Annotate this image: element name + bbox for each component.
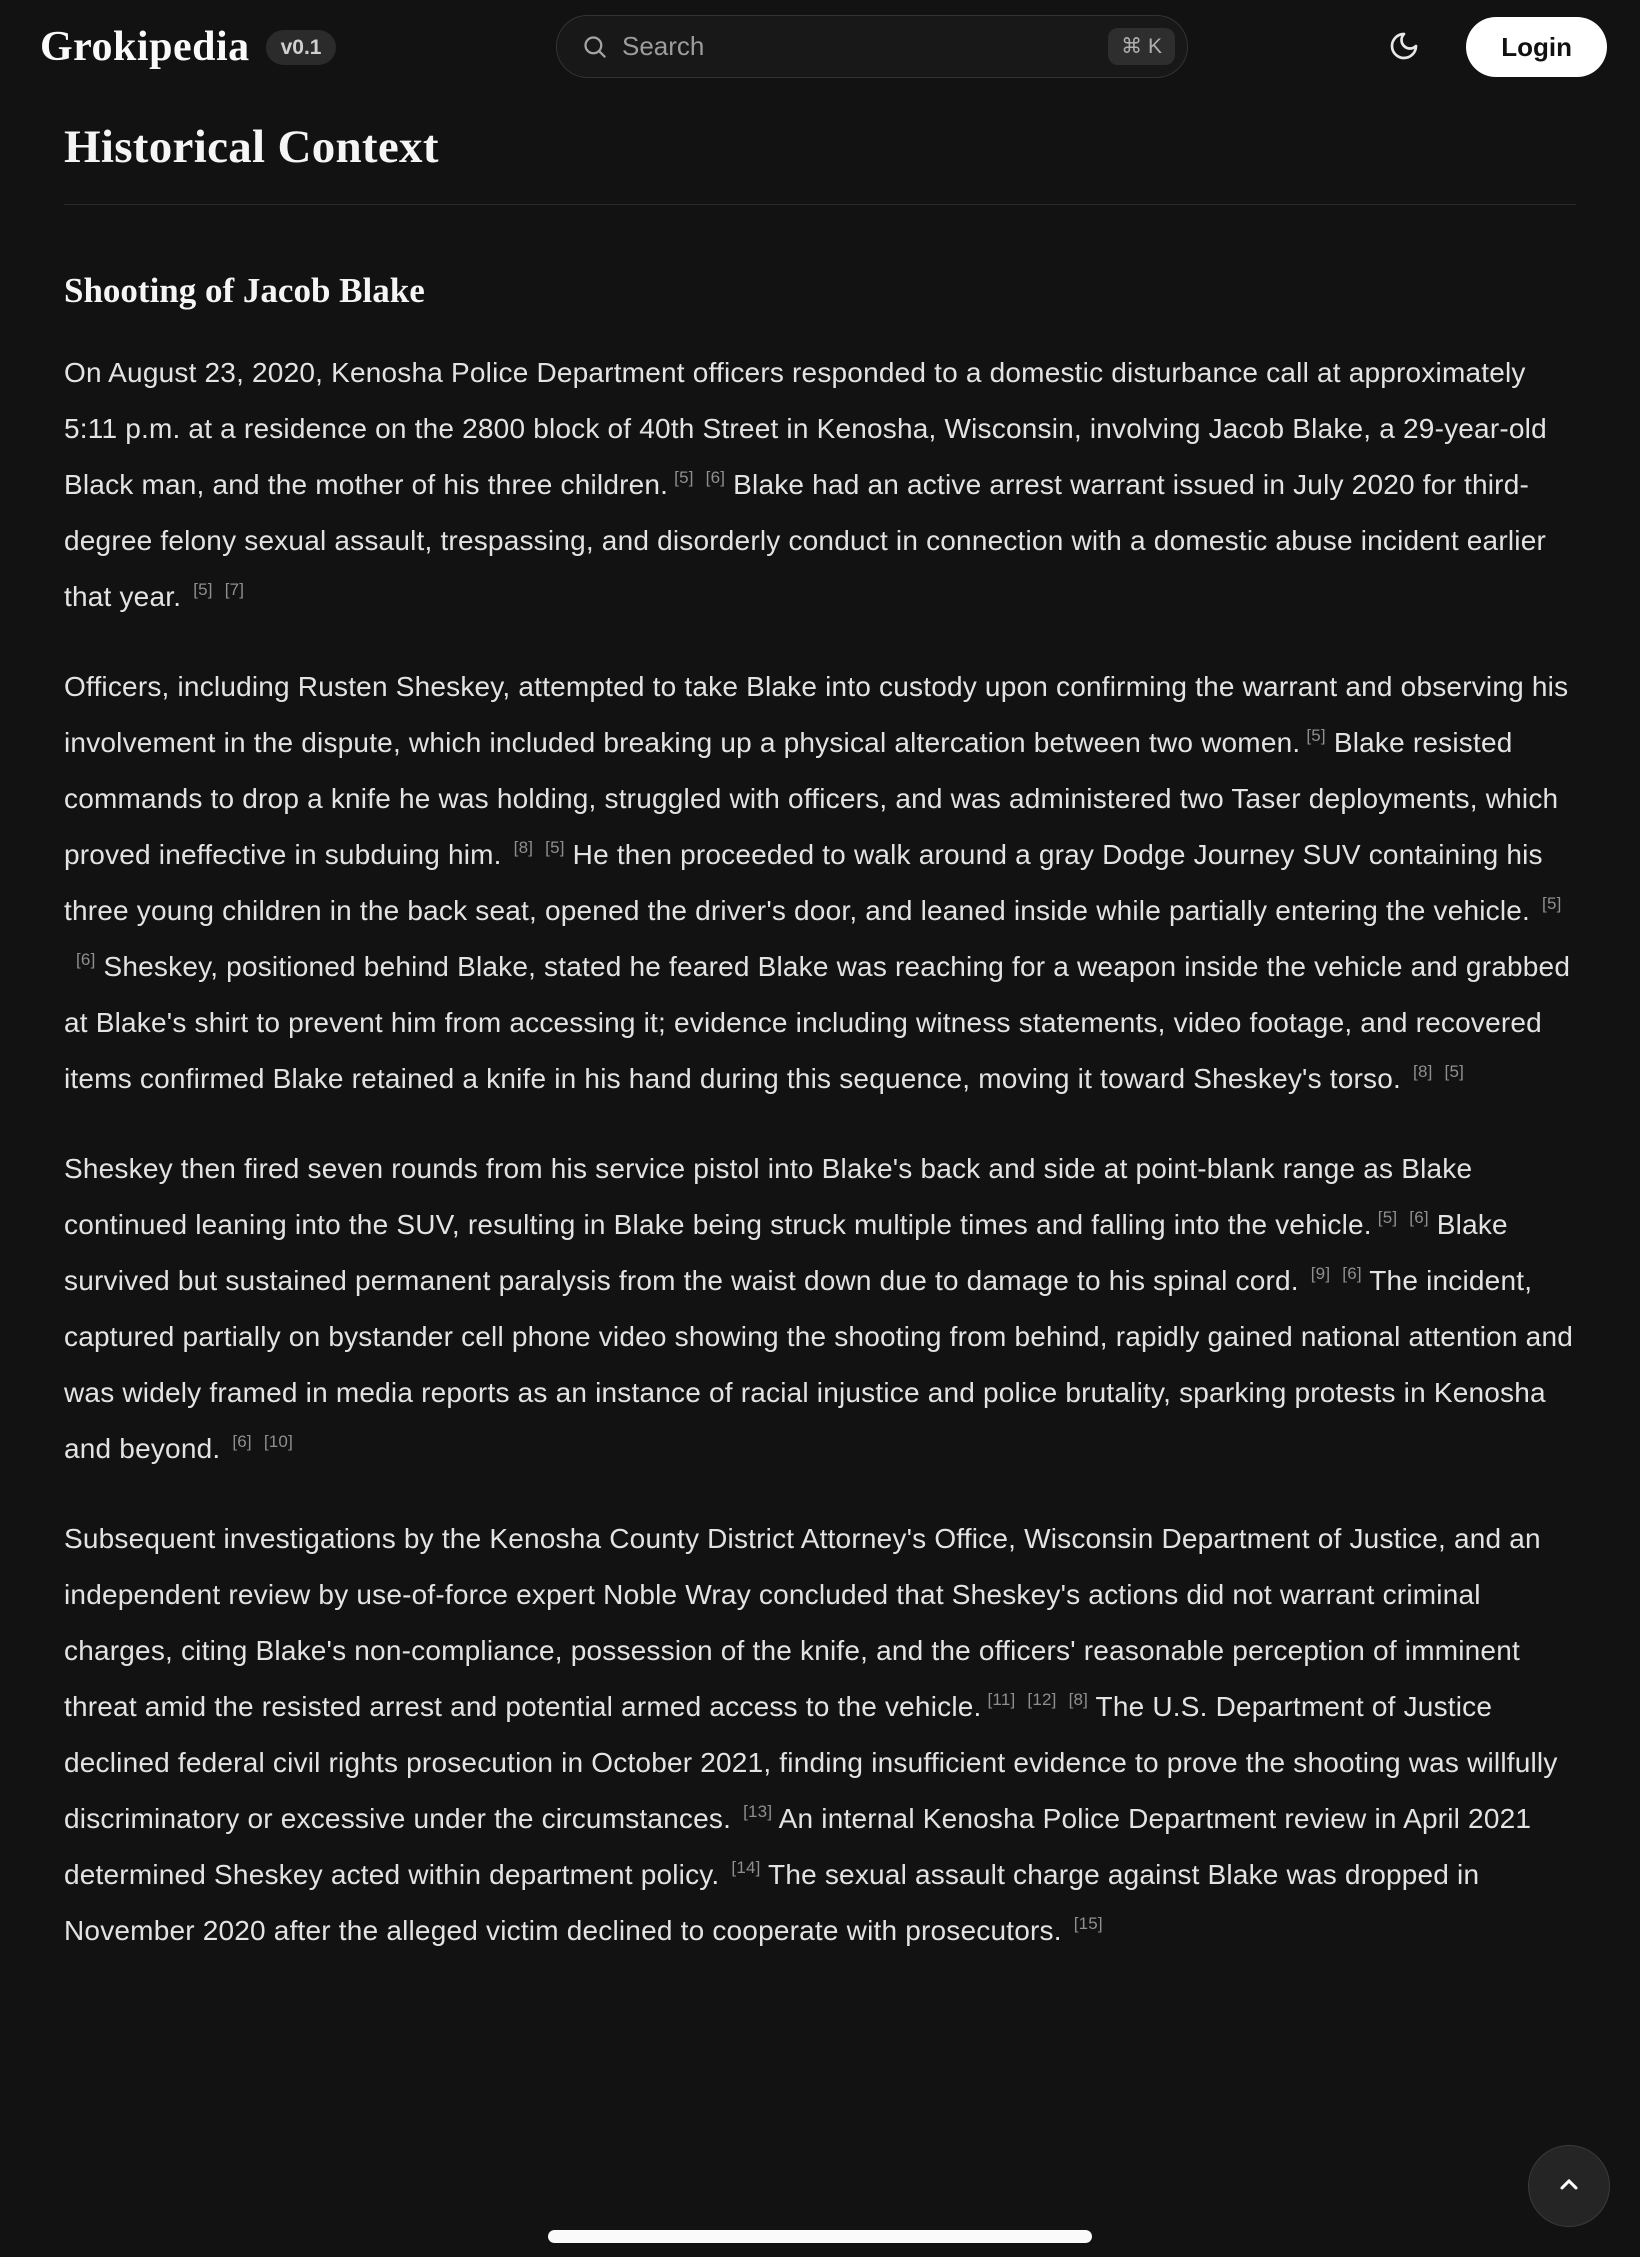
scroll-to-top-button[interactable] [1528, 2145, 1610, 2227]
keyboard-shortcut-badge: ⌘ K [1108, 28, 1175, 65]
paragraph: Subsequent investigations by the Kenosha County District Attorney's Office, Wisconsin Department of Justice, and an independent review by use-of-force expert Noble Wray concluded that Sheskey's actions did not warrant criminal charges, citing Blake's non-compliance, possession of the knife, and the officers' reasonable perception of imminent threat amid the resisted arrest and potential armed access to the vehicle. [11] [12] [8] The U.S. Department of Justice declined federal civil rights prosecution in October 2021, finding insufficient evidence to prove the shooting was willfully discriminatory or excessive under the circumstances. [13] An internal Kenosha Police Department review in April 2021 determined Sheskey acted within department policy. [14] The sexual assault charge against Blake was dropped in November 2020 after the alleged victim declined to cooperate with prosecutors. [15] [64, 1523, 1558, 1946]
title-divider [64, 204, 1576, 205]
paragraphs-container [64, 345, 1576, 1959]
search-input[interactable] [622, 31, 1108, 62]
citation-ref[interactable]: [5] [193, 580, 213, 599]
section-heading: Shooting of Jacob Blake [64, 271, 425, 310]
top-navigation-bar [0, 0, 1640, 94]
citation-ref[interactable]: [8] [513, 838, 534, 857]
citation-ref[interactable]: [6] [232, 1432, 252, 1451]
citation-ref[interactable]: [6] [76, 950, 96, 969]
citation-ref[interactable]: [5] [1542, 894, 1562, 913]
citation-ref[interactable]: [5] [674, 468, 694, 487]
page-title: Historical Context [64, 121, 439, 173]
theme-toggle-button[interactable] [1382, 24, 1426, 71]
citation-ref[interactable]: [7] [224, 580, 245, 599]
citation-ref[interactable]: [6] [1342, 1264, 1362, 1283]
citation-ref[interactable]: [9] [1310, 1264, 1331, 1283]
citation-ref[interactable]: [5] [545, 838, 565, 857]
citation-ref[interactable]: [11] [987, 1690, 1016, 1709]
citation-ref[interactable]: [8] [1413, 1062, 1433, 1081]
citation-ref[interactable]: [8] [1068, 1690, 1089, 1709]
citation-ref[interactable]: [5] [1377, 1208, 1398, 1227]
search-bar[interactable] [556, 15, 1188, 78]
citation-ref[interactable]: [5] [1444, 1062, 1465, 1081]
login-button[interactable]: Login [1466, 17, 1607, 77]
citation-ref[interactable]: [6] [1409, 1208, 1429, 1227]
paragraph: Sheskey then fired seven rounds from his service pistol into Blake's back and side at point-blank range as Blake continued leaning into the SUV, resulting in Blake being struck multiple times and falling into the vehicle. [5] [6] Blake survived but sustained permanent paralysis from the waist down due to damage to his spinal cord. [9] [6] The incident, captured partially on bystander cell phone video showing the shooting from behind, rapidly gained national attention and was widely framed in media reports as an instance of racial injustice and police brutality, sparking protests in Kenosha and beyond. [6] [10] [64, 1153, 1573, 1464]
header-actions [1382, 17, 1607, 77]
search-icon [581, 33, 608, 60]
citation-ref[interactable]: [14] [731, 1858, 761, 1877]
grokipedia-logo[interactable]: Grokipedia [40, 24, 250, 70]
citation-ref[interactable]: [5] [1306, 726, 1326, 745]
citation-ref[interactable]: [13] [743, 1802, 773, 1821]
version-badge: v0.1 [266, 30, 337, 65]
article-content [0, 120, 1640, 1959]
citation-ref[interactable]: [12] [1027, 1690, 1057, 1709]
citation-ref[interactable]: [15] [1073, 1914, 1103, 1933]
citation-ref[interactable]: [6] [705, 468, 726, 487]
paragraph: Officers, including Rusten Sheskey, attempted to take Blake into custody upon confirming the warrant and observing his involvement in the dispute, which included breaking up a physical altercation between two women. [5] Blake resisted commands to drop a knife he was holding, struggled with officers, and was administered two Taser deployments, which proved ineffective in subduing him. [8] [5] He then proceeded to walk around a gray Dodge Journey SUV containing his three young children in the back seat, opened the driver's door, and leaned inside while partially entering the vehicle. [5][6] Sheskey, positioned behind Blake, stated he feared Blake was reaching for a weapon inside the vehicle and grabbed at Blake's shirt to prevent him from accessing it; evidence including witness statements, video footage, and recovered items confirmed Blake retained a knife in his hand during this sequence, moving it toward Sheskey's torso. [8] [5] [64, 671, 1571, 1094]
chevron-up-icon [1555, 2171, 1583, 2202]
paragraph: On August 23, 2020, Kenosha Police Department officers responded to a domestic disturbance call at approximately 5:11 p.m. at a residence on the 2800 block of 40th Street in Kenosha, Wisconsin, involving Jacob Blake, a 29-year-old Black man, and the mother of his three children. [5] [6] Blake had an active arrest warrant issued in July 2020 for third-degree felony sexual assault, trespassing, and disorderly conduct in connection with a domestic abuse incident earlier that year. [5] [7] [64, 357, 1547, 612]
moon-icon [1388, 30, 1420, 65]
horizontal-scrollbar-thumb[interactable] [548, 2230, 1092, 2243]
brand[interactable] [40, 23, 336, 71]
citation-ref[interactable]: [10] [263, 1432, 294, 1451]
